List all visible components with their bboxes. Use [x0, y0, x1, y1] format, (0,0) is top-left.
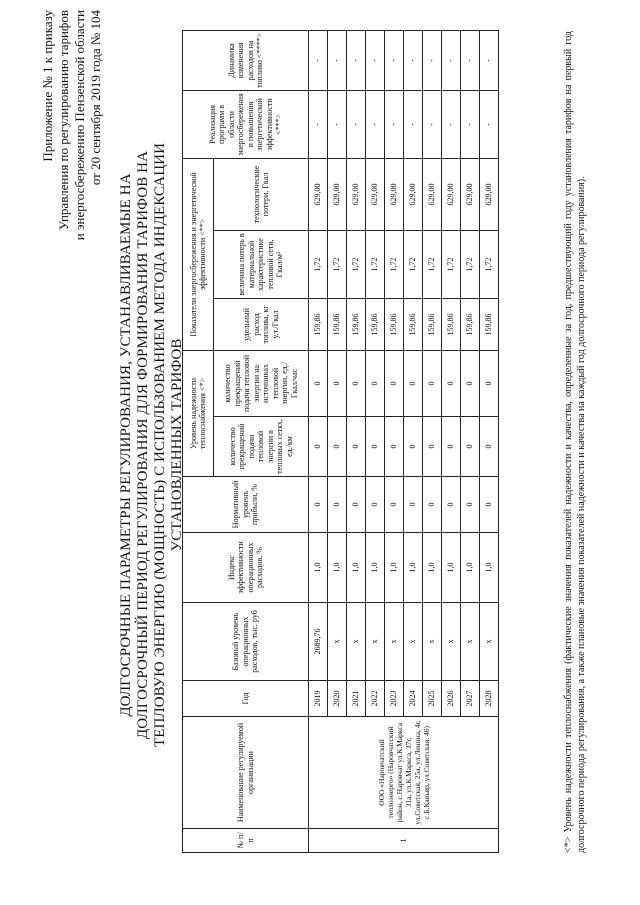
appendix-line-3: и энергосбережению Пензенской области	[72, 10, 87, 241]
cell-fuel: 159,86	[366, 298, 385, 350]
cell-tech: 629,00	[442, 158, 461, 230]
appendix-line-4: от 20 сентября 2019 года № 104	[88, 10, 103, 186]
cell-year: 2023	[385, 681, 404, 717]
cell-dynamics: -	[309, 30, 328, 90]
table-row	[309, 30, 328, 852]
cell-year: 2026	[442, 681, 461, 717]
appendix-header	[40, 10, 104, 370]
footnote: <*> Уровень надежности теплоснабжения (фактические значения показателей надежности и качества, определенные за год, предшествующий году установления тарифов на первый год долгосрочного периода регулирования, а также плановые значения показателей надежности и качества на каждый год долгосрочного периода регулирования).	[563, 31, 587, 853]
cell-rel1: 0	[480, 417, 499, 477]
cell-fuel: 159,86	[309, 298, 328, 350]
header-tech-losses: технологические потери, Гкал	[214, 158, 309, 230]
cell-tech: 629,00	[404, 158, 423, 230]
header-energy-group: Показатели энергосбережения и энергетической эффективности <**>	[183, 158, 214, 350]
cell-base: x	[347, 603, 366, 681]
header-fuel-rate: удельный расход топлива, кг у.т./Гкал	[214, 298, 309, 350]
cell-dynamics: -	[404, 30, 423, 90]
cell-tech: 629,00	[423, 158, 442, 230]
cell-dynamics: -	[461, 30, 480, 90]
table-body	[309, 30, 499, 852]
cell-base: x	[442, 603, 461, 681]
cell-tech: 629,00	[480, 158, 499, 230]
header-reliability-group: Уровень надежности теплоснабжения <*>	[183, 350, 214, 476]
cell-index: 1,0	[328, 533, 347, 603]
cell-fuel: 159,86	[404, 298, 423, 350]
cell-rel1: 0	[328, 417, 347, 477]
cell-profit: 0	[385, 477, 404, 533]
cell-rel1: 0	[366, 417, 385, 477]
header-network-losses: величина потерь в материальной характеристике тепловой сети, Гкал/м²	[214, 230, 309, 298]
cell-index: 1,0	[347, 533, 366, 603]
cell-base: x	[366, 603, 385, 681]
header-efficiency-index: Индекс эффективности операционных расходов, %	[183, 533, 309, 603]
cell-dynamics: -	[328, 30, 347, 90]
cell-fuel: 159,86	[461, 298, 480, 350]
cell-base: x	[480, 603, 499, 681]
cell-program: -	[366, 90, 385, 158]
header-profit-level: Нормативный уровень прибыли, %	[183, 477, 309, 533]
cell-year: 2024	[404, 681, 423, 717]
cell-index: 1,0	[366, 533, 385, 603]
cell-loss: 1,72	[442, 230, 461, 298]
cell-program: -	[328, 90, 347, 158]
cell-tech: 629,00	[309, 158, 328, 230]
cell-loss: 1,72	[404, 230, 423, 298]
header-base-level: Базовый уровень операционных расходов, тыс. руб	[183, 603, 309, 681]
cell-index: 1,0	[442, 533, 461, 603]
row-num: 1	[309, 829, 499, 853]
cell-base: x	[328, 603, 347, 681]
cell-dynamics: -	[480, 30, 499, 90]
cell-rel2: 0	[442, 350, 461, 416]
cell-year: 2020	[328, 681, 347, 717]
cell-rel2: 0	[404, 350, 423, 416]
cell-tech: 629,00	[461, 158, 480, 230]
cell-base: x	[423, 603, 442, 681]
cell-tech: 629,00	[385, 158, 404, 230]
appendix-line-2: Управления по регулированию тарифов	[56, 10, 71, 231]
header-rel-networks: количество прекращений подачи тепловой энергии в тепловых сетях, ед./км	[214, 417, 309, 477]
cell-base: x	[461, 603, 480, 681]
cell-rel2: 0	[385, 350, 404, 416]
cell-rel2: 0	[461, 350, 480, 416]
cell-program: -	[423, 90, 442, 158]
cell-program: -	[309, 90, 328, 158]
cell-profit: 0	[442, 477, 461, 533]
cell-fuel: 159,86	[347, 298, 366, 350]
cell-profit: 0	[347, 477, 366, 533]
appendix-line-1: Приложение № 1 к приказу	[40, 10, 55, 162]
header-year: Год	[183, 681, 309, 717]
cell-loss: 1,72	[480, 230, 499, 298]
header-program: Реализация программ в области энергосбережения и повышения энергетической эффективности <***>	[183, 90, 309, 158]
cell-index: 1,0	[423, 533, 442, 603]
cell-rel1: 0	[404, 417, 423, 477]
cell-profit: 0	[404, 477, 423, 533]
cell-year: 2022	[366, 681, 385, 717]
cell-profit: 0	[309, 477, 328, 533]
cell-rel1: 0	[309, 417, 328, 477]
cell-loss: 1,72	[385, 230, 404, 298]
cell-rel2: 0	[347, 350, 366, 416]
cell-rel2: 0	[480, 350, 499, 416]
cell-rel1: 0	[385, 417, 404, 477]
cell-fuel: 159,86	[385, 298, 404, 350]
cell-loss: 1,72	[309, 230, 328, 298]
cell-rel1: 0	[442, 417, 461, 477]
cell-program: -	[480, 90, 499, 158]
cell-loss: 1,72	[461, 230, 480, 298]
cell-rel2: 0	[366, 350, 385, 416]
cell-loss: 1,72	[423, 230, 442, 298]
cell-dynamics: -	[423, 30, 442, 90]
header-fuel-dynamics: Динамика изменения расходов на топливо <****>	[183, 30, 309, 90]
cell-fuel: 159,86	[328, 298, 347, 350]
cell-index: 1,0	[480, 533, 499, 603]
parameters-table	[182, 30, 499, 853]
cell-year: 2019	[309, 681, 328, 717]
cell-profit: 0	[423, 477, 442, 533]
header-org: Наименование регулируемой организации	[183, 717, 309, 829]
cell-fuel: 159,86	[442, 298, 461, 350]
cell-year: 2027	[461, 681, 480, 717]
cell-profit: 0	[480, 477, 499, 533]
cell-rel1: 0	[461, 417, 480, 477]
cell-base: x	[385, 603, 404, 681]
cell-index: 1,0	[309, 533, 328, 603]
cell-program: -	[385, 90, 404, 158]
cell-profit: 0	[366, 477, 385, 533]
cell-program: -	[347, 90, 366, 158]
cell-year: 2025	[423, 681, 442, 717]
cell-tech: 629,00	[347, 158, 366, 230]
cell-dynamics: -	[385, 30, 404, 90]
cell-profit: 0	[328, 477, 347, 533]
header-rel-sources: количество прекращений подачи тепловой энергии на источниках тепловой энергии, ед./Гкал/час	[214, 350, 309, 416]
cell-profit: 0	[461, 477, 480, 533]
cell-tech: 629,00	[328, 158, 347, 230]
cell-index: 1,0	[404, 533, 423, 603]
table-header	[183, 30, 309, 852]
cell-tech: 629,00	[366, 158, 385, 230]
cell-rel2: 0	[423, 350, 442, 416]
document-title: ДОЛГОСРОЧНЫЕ ПАРАМЕТРЫ РЕГУЛИРОВАНИЯ, УСТАНАВЛИВАЕМЫЕ НА ДОЛГОСРОЧНЫЙ ПЕРИОД РЕГУЛИРОВАНИЯ ДЛЯ ФОРМИРОВАНИЯ ТАРИФОВ НА ТЕПЛОВУЮ ЭНЕРГИЮ (МОЩНОСТЬ) С ИСПОЛЬЗОВАНИЕМ МЕТОДА ИНДЕКСАЦИИ УСТАНОВЛЕННЫХ ТАРИФОВ	[118, 142, 185, 748]
cell-base: x	[404, 603, 423, 681]
cell-loss: 1,72	[366, 230, 385, 298]
cell-fuel: 159,86	[423, 298, 442, 350]
cell-year: 2028	[480, 681, 499, 717]
cell-dynamics: -	[366, 30, 385, 90]
header-num: № п/п	[183, 829, 309, 853]
cell-year: 2021	[347, 681, 366, 717]
cell-dynamics: -	[347, 30, 366, 90]
cell-rel2: 0	[328, 350, 347, 416]
cell-program: -	[442, 90, 461, 158]
cell-rel1: 0	[423, 417, 442, 477]
cell-index: 1,0	[385, 533, 404, 603]
cell-base: 2689,76	[309, 603, 328, 681]
cell-fuel: 159,86	[480, 298, 499, 350]
cell-rel1: 0	[347, 417, 366, 477]
organization-name: ООО «Наровчатский теплоэнерго» (Наровчатский район, с.Наровчат ул.К.Маркса 31а, ул.К.Маркса, 37г, ул.Советская, 25а, ул.Ленина, 4г, с.Б.Кавьяр, ул.Советская, 46)	[309, 717, 499, 829]
cell-dynamics: -	[442, 30, 461, 90]
cell-program: -	[461, 90, 480, 158]
cell-loss: 1,72	[328, 230, 347, 298]
cell-program: -	[404, 90, 423, 158]
cell-loss: 1,72	[347, 230, 366, 298]
cell-index: 1,0	[461, 533, 480, 603]
cell-rel2: 0	[309, 350, 328, 416]
